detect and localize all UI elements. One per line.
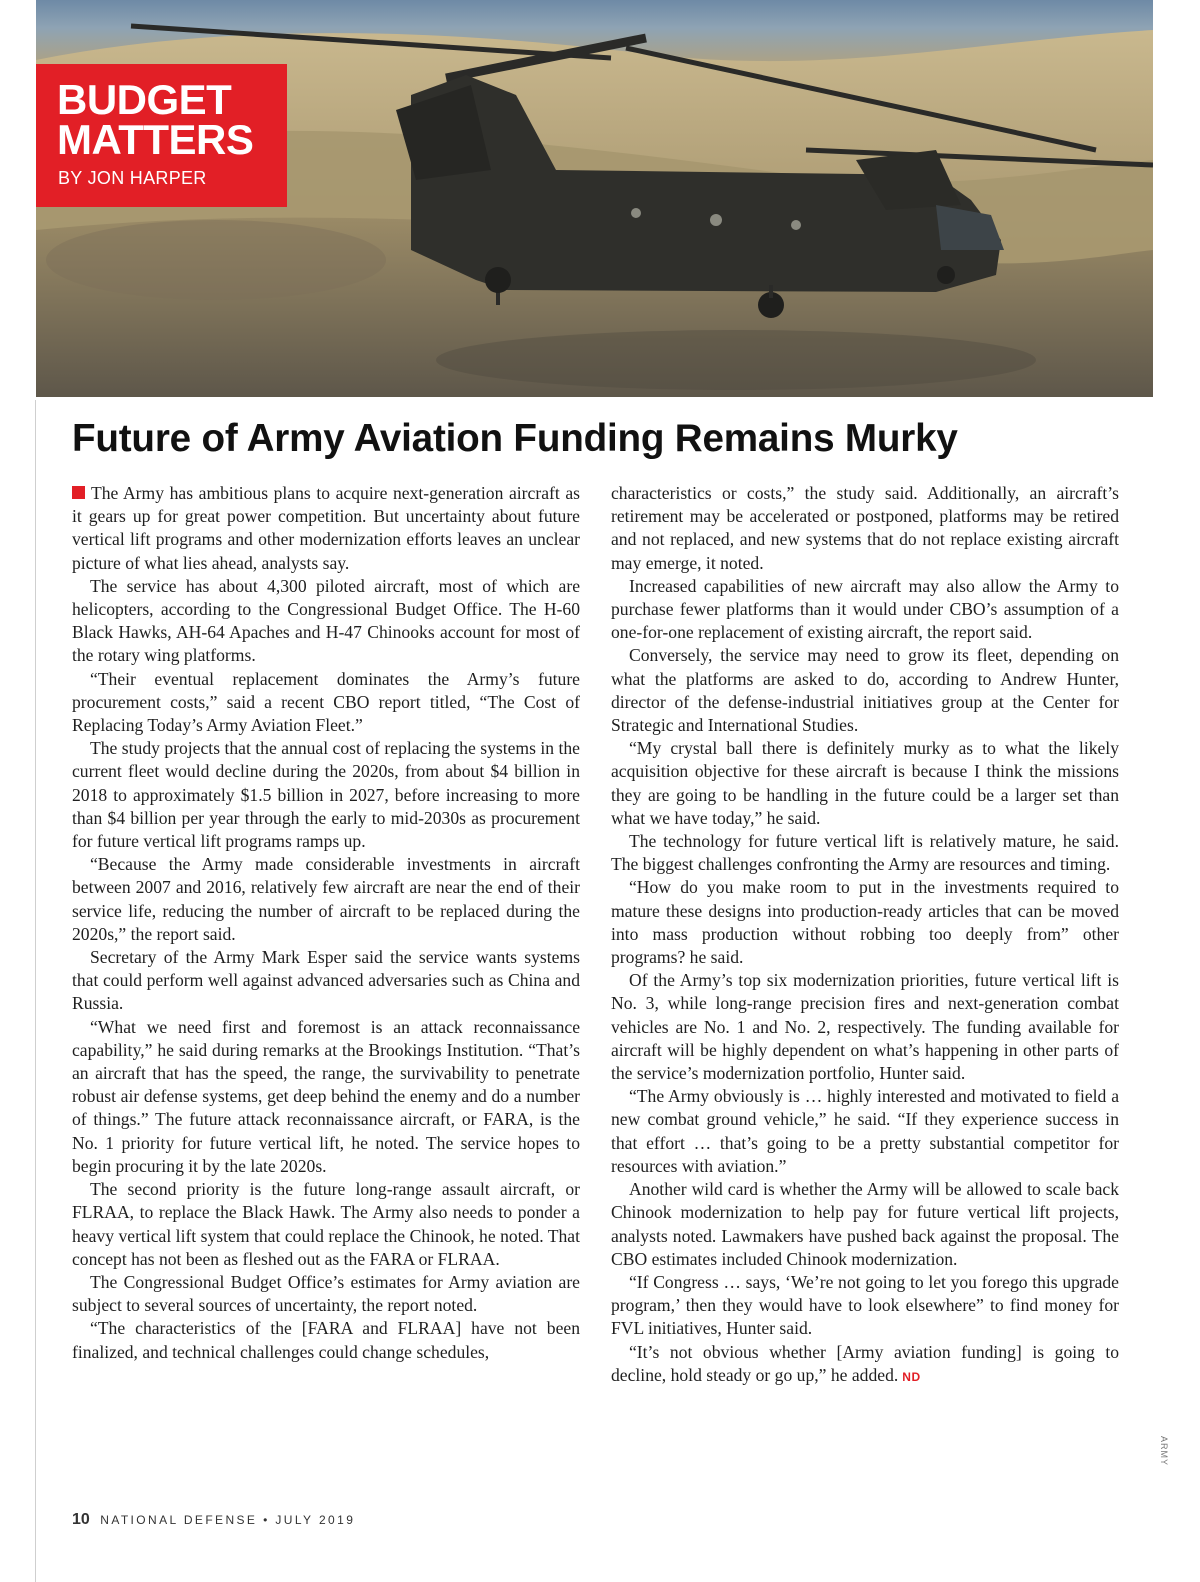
article-paragraph: “If Congress … says, ‘We’re not going to let you forego this upgrade program,’ then they would have to look elsewhere” to find money for FVL initiatives, Hunter said. <box>611 1271 1119 1339</box>
article-paragraph: The study projects that the annual cost of replacing the systems in the current fleet would decline during the 2020s, from about $4 billion in 2018 to approximately $1.5 billion in 2027, before increasing to more than $4 billion per year through the early to mid-2030s as procurement for future vertical lift programs ramps up. <box>72 738 580 852</box>
article-paragraph: The Congressional Budget Office’s estimates for Army aviation are subject to several sources of uncertainty, the report noted. <box>72 1271 580 1316</box>
article-paragraph: The second priority is the future long-range assault aircraft, or FLRAA, to replace the Black Hawk. The Army also needs to ponder a heavy vertical lift system that could replace the Chinook, he noted. That concept has not been as fleshed out as the FARA or FLRAA. <box>72 1179 580 1269</box>
article-paragraph: The technology for future vertical lift is relatively mature, he said. The biggest challenges confronting the Army are resources and timing. <box>611 831 1119 875</box>
photo-credit: ARMY <box>1159 1435 1169 1466</box>
article-paragraph: The service has about 4,300 piloted aircraft, most of which are helicopters, according to the Congressional Budget Office. The H-60 Black Hawks, AH-64 Apaches and H-47 Chinooks account for most of the rotary wing platforms. <box>72 575 580 666</box>
article-paragraph: Increased capabilities of new aircraft may also allow the Army to purchase fewer platforms than it would under CBO’s assumption of a one-for-one replacement of existing aircraft, the report said. <box>611 575 1119 643</box>
publication-info: NATIONAL DEFENSE • JULY 2019 <box>100 1513 356 1527</box>
article-column-left <box>72 482 580 1364</box>
byline: BY JON HARPER <box>58 168 207 188</box>
section-title: BUDGET MATTERS <box>57 76 254 163</box>
article-paragraph: The Army has ambitious plans to acquire next-generation aircraft as it gears up for great power competition. But uncertainty about future vertical lift programs and other modernization efforts leaves an unclear picture of what lies ahead, analysts say. <box>72 483 580 573</box>
article-paragraph: “Their eventual replacement dominates the Army’s future procurement costs,” said a recent CBO report titled, “The Cost of Replacing Today’s Army Aviation Fleet.” <box>72 668 580 736</box>
page-number: 10 <box>72 1511 90 1528</box>
article-paragraph: “My crystal ball there is definitely murky as to what the likely acquisition objective for these aircraft is because I think the missions they are going to be handling in the future could be a larger set than what we have today,” he said. <box>611 738 1119 828</box>
article-paragraph: “Because the Army made considerable investments in aircraft between 2007 and 2016, relatively few aircraft are near the end of their service life, reducing the number of aircraft to be replaced during the 2020s,” the report said. <box>72 854 580 944</box>
end-mark: ND <box>902 1369 921 1384</box>
article-paragraph: “The Army obviously is … highly interested and motivated to field a new combat ground vehicle,” he said. “If they experience success in that effort … that’s going to be a pretty substantial competitor for resources with aviation.” <box>611 1086 1119 1176</box>
article-paragraph: Of the Army’s top six modernization priorities, future vertical lift is No. 3, while long-range precision fires and next-generation combat vehicles are No. 1 and No. 2, respectively. The funding available for aircraft will be highly dependent on what’s happening in other parts of the service’s modernization portfolio, Hunter said. <box>611 970 1119 1084</box>
article-paragraph: “How do you make room to put in the investments required to mature these designs into production-ready articles that can be moved into mass production without robbing too deeply from” other programs? he said. <box>611 877 1119 968</box>
article-paragraph: characteristics or costs,” the study said. Additionally, an aircraft’s retirement may be accelerated or postponed, platforms may be retired and not replaced, and new systems that do not replace existing aircraft may emerge, it noted. <box>611 483 1119 573</box>
red-square-icon <box>72 486 85 499</box>
article-column-right <box>611 482 1119 1389</box>
budget-matters-badge <box>36 64 287 207</box>
article-paragraph: Conversely, the service may need to grow its fleet, depending on what the platforms are asked to do, according to Andrew Hunter, director of the defense-industrial initiatives group at the Center for Strategic and International Studies. <box>611 645 1119 736</box>
article-headline: Future of Army Aviation Funding Remains Murky <box>72 417 958 460</box>
article-paragraph: “The characteristics of the [FARA and FLRAA] have not been finalized, and technical challenges could change schedules, <box>72 1318 580 1362</box>
article-paragraph: “It’s not obvious whether [Army aviation funding] is going to decline, hold steady or go up,” he added. ND <box>611 1341 1119 1385</box>
article-paragraph: Secretary of the Army Mark Esper said the service wants systems that could perform well against advanced adversaries such as China and Russia. <box>72 947 580 1014</box>
page-footer <box>72 1511 355 1529</box>
page-margin-rule <box>35 400 36 1582</box>
article-paragraph: “What we need first and foremost is an attack reconnaissance capability,” he said during remarks at the Brookings Institution. “That’s an aircraft that has the speed, the range, the survivability to penetrate robust air defense systems, get deep behind the enemy and do a number of things.” The future attack reconnaissance aircraft, or FARA, is the No. 1 priority for future vertical lift, he noted. The service hopes to begin procuring it by the late 2020s. <box>72 1016 580 1176</box>
article-paragraph: Another wild card is whether the Army will be allowed to scale back Chinook modernization to help pay for future vertical lift projects, analysts noted. Lawmakers have pushed back against the proposal. The CBO estimates included Chinook modernization. <box>611 1179 1119 1269</box>
